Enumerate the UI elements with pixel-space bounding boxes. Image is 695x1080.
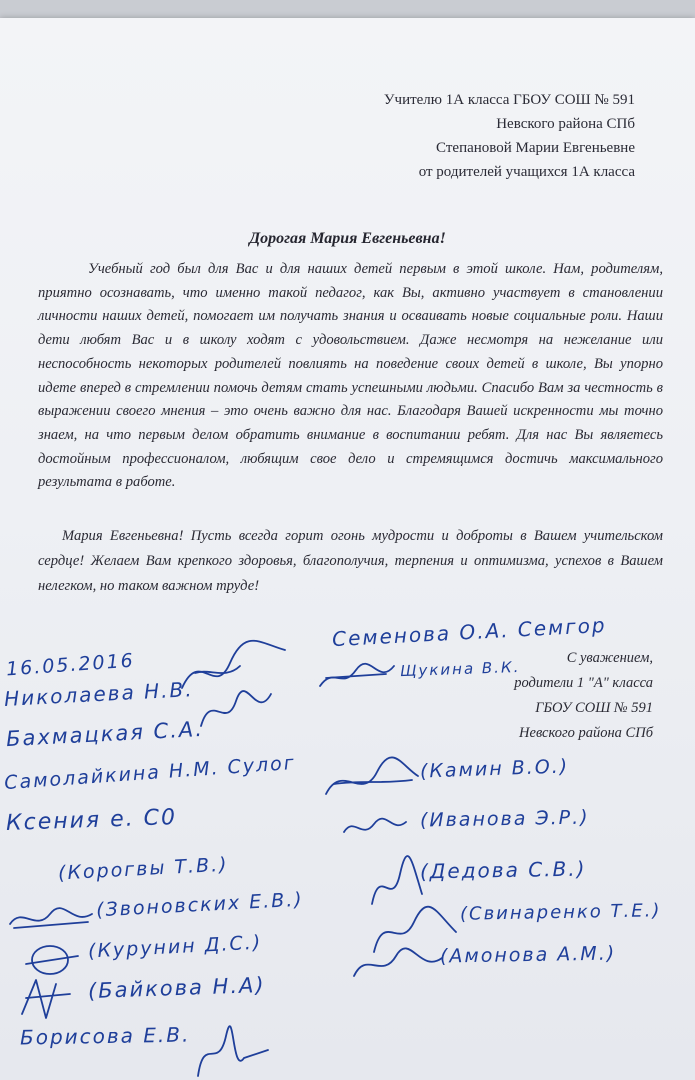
handwritten-signature-left-4: Ксения е. С0 [5,805,178,836]
sign-parents: родители 1 "А" класса [514,675,653,691]
handwritten-signature-right-2: Щукина В.К. [399,657,521,681]
addressee-block [275,88,635,184]
addressee-line-district: Невского района СПб [496,116,635,132]
addressee-line-teacher: Учителю 1А класса ГБОУ СОШ № 591 [383,92,635,108]
handwritten-signature-left-2: Бахмацкая С.А. [5,716,205,752]
letter-closing-paragraph: Мария Евгеньевна! Пусть всегда горит огонь мудрости и доброты в Вашем учительском сердце! Желаем Вам крепкого здоровья, благополучия, терпения и оптимизма, успехов в Вашем нелегком, но таком важном труде! [38,528,663,594]
handwritten-signature-left-1: Николаева Н.В. [3,677,195,711]
handwritten-date: 16.05.2016 [5,649,136,681]
letter-body-paragraph: Учебный год был для Вас и для наших детей первым в этой школе. Нам, родителям, приятно осознавать, что именно такой педагог, как Вы, активно участвует в становлении личности наших детей, помогает им получать знания и осваивать новые социальные роли. Наши дети любят Вас и в школу ходят с удовольствием. Даже несмотря на нежелание или неспособность некоторых родителей повлиять на поведение своих детей в школе, Вы упорно идете вперед в стремлении помочь детям стать успешными людьми. Спасибо Вам за честность в выражении своего мнения – это очень важно для нас. Благодаря Вашей искренности мы точно знаем, на что первым делом обратить внимание в воспитании ребят. Для нас Вы являетесь достойным профессионалом, любящим свое дело и стремящимся достичь максимального результата в работе. [38,261,663,491]
signature-scribble-5 [340,810,410,850]
addressee-line-name: Степановой Марии Евгеньевне [436,140,635,156]
signature-scribble-9 [6,898,96,938]
handwritten-signature-left-9: Борисова Е.В. [19,1022,191,1050]
signature-scribble-2 [196,686,276,736]
signature-scribble-11 [16,974,76,1024]
sign-regards: С уважением, [566,650,653,666]
handwritten-signature-left-6: (Звоновских Е.В.) [95,888,305,922]
handwritten-signature-right-1: Семенова О.А. Семгор [331,612,608,652]
signature-scribble-8 [350,944,445,984]
letter-greeting: Дорогая Мария Евгеньевна! [249,230,446,247]
sign-school: ГБОУ СОШ № 591 [535,700,653,716]
signature-scribble-3 [316,656,398,696]
handwritten-signature-right-3: (Камин В.О.) [419,755,570,783]
handwritten-signature-left-3: Самолайкина Н.М. Сулог [3,751,297,795]
handwritten-signature-left-5: (Корогвы Т.В.) [57,853,230,885]
handwritten-signature-right-4: (Иванова Э.Р.) [419,806,590,832]
addressee-line-from: от родителей учащихся 1А класса [418,164,635,180]
handwritten-signature-right-5: (Дедова С.В.) [419,856,587,884]
handwritten-signature-right-7: (Амонова А.М.) [439,942,617,968]
signature-scribble-4 [322,754,422,804]
handwritten-signature-right-6: (Свинаренко Т.Е.) [459,900,662,925]
letter-page [0,18,695,1080]
handwritten-signature-left-8: (Байкова Н.А) [87,972,266,1004]
sign-district: Невского района СПб [519,725,653,741]
signature-scribble-12 [192,1022,272,1080]
handwritten-signature-left-7: (Курунин Д.С.) [87,931,263,963]
